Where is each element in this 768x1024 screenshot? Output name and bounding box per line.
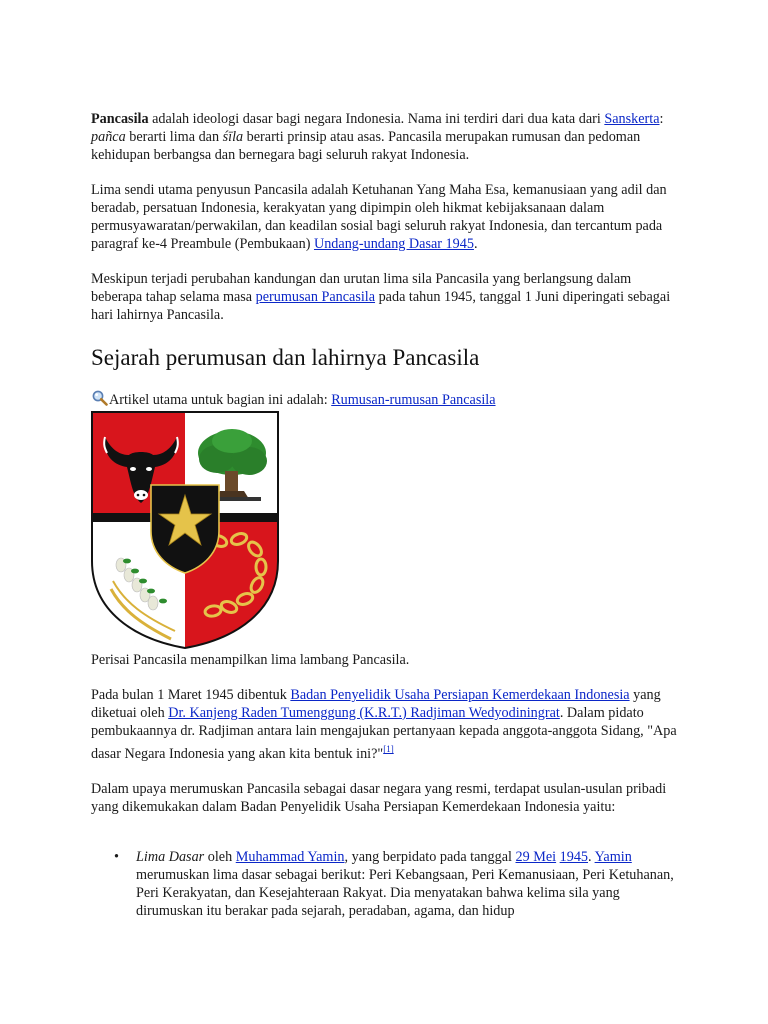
link-muhammad-yamin[interactable]: Muhammad Yamin	[235, 849, 345, 865]
text: , yang berpidato pada tanggal	[344, 849, 516, 865]
text: Lima sendi utama penyusun Pancasila adalah Ketuhanan Yang Maha Esa, kemanusiaan yang adil dan beradab, persatuan Indonesia, kerakyatan yang dipimpin oleh hikmat kebijaksanaan dalam permusyawaratan/perwakilan, dan keadilan sosial bagi seluruh rakyat Indonesia, dan tercantum pada paragraf ke-4 Preambule (Pembukaan)	[91, 182, 667, 252]
main-article-note	[91, 390, 496, 409]
link-yamin[interactable]: Yamin	[594, 849, 632, 865]
link-29-mei[interactable]: 29 Mei	[515, 849, 557, 865]
text: :	[659, 111, 664, 127]
text: pada tahun 1945, tanggal 1 Juni diperingati sebagai hari lahirnya Pancasila.	[91, 289, 671, 323]
text: Meskipun terjadi perubahan kandungan dan urutan lima sila Pancasila yang berlangsung dalam beberapa tahap selama masa	[91, 271, 632, 305]
term-lima-dasar: Lima Dasar	[136, 849, 205, 865]
link-sanskerta[interactable]: Sanskerta	[604, 111, 660, 127]
text: . Dalam pidato pembukaannya dr. Radjiman antara lain mengajukan pertanyaan kepada anggota-anggota Sidang, "Apa dasar Negara Indonesia yang akan kita bentuk ini?"	[91, 705, 677, 762]
paragraph-bpupki	[91, 686, 681, 763]
shield-caption: Perisai Pancasila menampilkan lima lambang Pancasila.	[91, 652, 410, 668]
magnifier-icon	[91, 390, 109, 406]
text: Artikel utama untuk bagian ini adalah:	[109, 392, 332, 408]
list-item	[114, 848, 681, 920]
section-heading: Sejarah perumusan dan lahirnya Pancasila	[91, 345, 480, 370]
link-bpupki[interactable]: Badan Penyelidik Usaha Persiapan Kemerdekaan Indonesia	[290, 687, 630, 703]
reference-link-1[interactable]: [1]	[383, 744, 394, 754]
text: Pada bulan 1 Maret 1945 dibentuk	[91, 687, 291, 703]
text: oleh	[204, 849, 236, 865]
intro-paragraph-2	[91, 181, 681, 253]
text: berarti lima dan	[125, 129, 223, 145]
term-panca: pañca	[91, 129, 126, 145]
article-body	[91, 110, 681, 324]
link-rumusan-pancasila[interactable]: Rumusan-rumusan Pancasila	[331, 392, 496, 408]
link-1945[interactable]: 1945	[559, 849, 589, 865]
term-pancasila: Pancasila	[91, 111, 149, 127]
intro-paragraph-1	[91, 110, 681, 164]
link-perumusan-pancasila[interactable]: perumusan Pancasila	[255, 289, 376, 305]
pancasila-shield-image	[91, 411, 279, 649]
bullet-icon: •	[114, 849, 119, 865]
link-radjiman[interactable]: Dr. Kanjeng Raden Tumenggung (K.R.T.) Radjiman Wedyodiningrat	[168, 705, 560, 721]
term-sila: śīla	[222, 129, 244, 145]
link-uud-1945[interactable]: Undang-undang Dasar 1945	[313, 236, 474, 252]
proposal-list	[91, 848, 681, 920]
text: .	[473, 236, 478, 252]
paragraph-usulan: Dalam upaya merumuskan Pancasila sebagai dasar negara yang resmi, terdapat usulan-usulan pribadi yang dikemukakan dalam Badan Penyelidik Usaha Persiapan Kemerdekaan Indonesia yaitu:	[91, 781, 667, 815]
text: berarti prinsip atau asas. Pancasila merupakan rumusan dan pedoman kehidupan berbangsa dan bernegara bagi seluruh rakyat Indonesia.	[91, 129, 641, 163]
intro-paragraph-3	[91, 270, 681, 324]
history-section	[91, 686, 681, 833]
text: merumuskan lima dasar sebagai berikut: Peri Kebangsaan, Peri Kemanusiaan, Peri Ketuhanan, Peri Kerakyatan, dan Kesejahteraan Rakyat. Dia menyatakan bahwa kelima sila yang dirumuskan itu berakar pada sejarah, peradaban, agama, dan hidup	[136, 867, 674, 919]
text: yang diketuai oleh	[91, 687, 661, 721]
text: .	[588, 849, 595, 865]
text: adalah ideologi dasar bagi negara Indonesia. Nama ini terdiri dari dua kata dari	[148, 111, 605, 127]
